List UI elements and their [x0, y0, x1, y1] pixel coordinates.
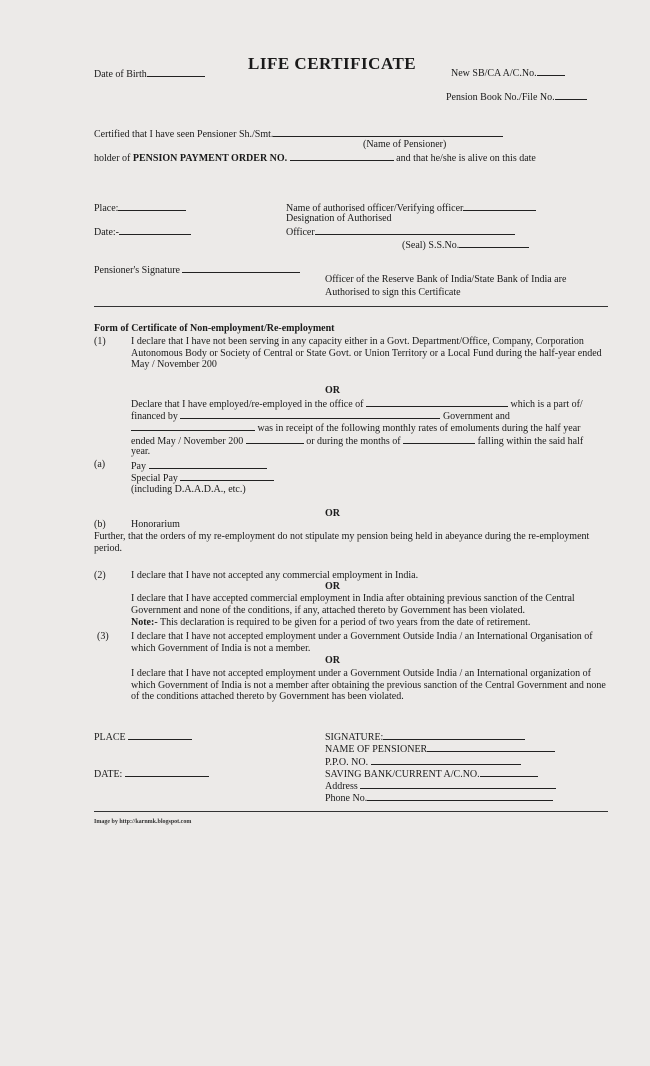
footer-address-blank[interactable]	[360, 779, 556, 789]
footer-signature-label: SIGNATURE:	[325, 732, 384, 743]
form-heading: Form of Certificate of Non-employment/Re-employment	[94, 323, 335, 334]
office-blank[interactable]	[366, 397, 508, 407]
pensioner-name-blank[interactable]	[273, 127, 503, 137]
special-pay-field	[131, 471, 274, 485]
officer-field	[286, 225, 515, 239]
seal-field	[402, 238, 529, 252]
document-title: LIFE CERTIFICATE	[248, 54, 417, 73]
or-separator: OR	[325, 581, 340, 592]
name-caption: (Name of Pensioner)	[363, 139, 447, 150]
place-field	[94, 201, 186, 215]
account-field	[451, 66, 565, 80]
receipt-line	[131, 421, 580, 435]
ended-line	[131, 434, 583, 448]
item3-alt-text: I declare that I have not accepted employment under a Government Outside India / an International organization of which Government of India is not a member after obtaining the previous sanction of the Central Government and none of the conditions attached thereto by Government has been violated.	[131, 668, 606, 702]
divider	[94, 306, 608, 307]
footer-name-field	[325, 742, 555, 756]
holder-prefix: holder of	[94, 153, 133, 164]
or-separator: OR	[325, 508, 340, 519]
including-text: (including D.A.A.D.A., etc.)	[131, 484, 246, 495]
government-and-text: Government and	[442, 411, 510, 422]
footer-date-field	[94, 767, 209, 781]
note-text: This declaration is required to be given for a period of two years from the date of retirement.	[157, 617, 531, 628]
pension-book-blank[interactable]	[555, 90, 587, 100]
footer-name-label: NAME OF PENSIONER	[325, 744, 428, 755]
footer-address-label: Address	[325, 781, 358, 792]
officer-blank[interactable]	[315, 225, 515, 235]
item1-text: I declare that I have not been serving in any capacity either in a Govt. Department/Office, Company, Corporation Autonomous Body or Society of Central or State Govt. or Union Territory or a Local Fund during the half-year ended May / November 200	[131, 336, 602, 370]
footer-place-blank[interactable]	[128, 730, 192, 740]
item3-text: I declare that I have not accepted employment under a Government Outside India / an International Organisation of which Government of India is not a member.	[131, 631, 593, 654]
place-label: Place:	[94, 203, 119, 214]
rbi-line-1: Officer of the Reserve Bank of India/State Bank of India are	[325, 274, 567, 285]
pension-book-field	[446, 90, 587, 104]
ended-text: ended May / November 200	[131, 436, 244, 447]
footer-ppo-label: P.P.O. NO.	[325, 757, 369, 768]
dob-blank[interactable]	[147, 67, 205, 77]
image-credit: Image by http://karnmk.blogspot.com	[94, 819, 192, 825]
or-separator: OR	[325, 385, 340, 396]
item1-number: (1)	[94, 336, 106, 347]
further-text: Further, that the orders of my re-employment do not stipulate my pension being held in abeyance during the re-employment period.	[94, 531, 590, 554]
year-text: year.	[131, 446, 151, 457]
officer-label: Officer	[286, 227, 315, 238]
declare-end-text: which is a part of/	[510, 399, 583, 410]
dob-label: Date of Birth	[94, 69, 147, 80]
pay-label: Pay	[131, 461, 146, 472]
footer-divider	[94, 811, 608, 812]
months-text: or during the months of	[306, 436, 401, 447]
honorarium-label: Honorarium	[131, 519, 180, 530]
note-label: Note:-	[131, 617, 158, 628]
footer-ppo-blank[interactable]	[371, 755, 521, 765]
receipt-text: was in receipt of the following monthly rates of emoluments during the half year	[257, 423, 581, 434]
signature-label: Pensioner's Signature	[94, 265, 180, 276]
footer-phone-field	[325, 791, 553, 805]
financed-blank[interactable]	[180, 409, 440, 419]
footer-account-label: SAVING BANK/CURRENT A/C.NO.	[325, 769, 480, 780]
footer-signature-blank[interactable]	[383, 730, 525, 740]
footer-date-label: DATE:	[94, 769, 123, 780]
footer-phone-blank[interactable]	[367, 791, 553, 801]
or-separator: OR	[325, 655, 340, 666]
dob-field	[94, 67, 205, 81]
a-label: (a)	[94, 459, 106, 470]
alive-text: and that he/she is alive on this date	[396, 153, 536, 164]
footer-place-field	[94, 730, 192, 744]
date-blank[interactable]	[119, 225, 191, 235]
special-pay-blank[interactable]	[180, 471, 274, 481]
pay-blank[interactable]	[149, 459, 267, 469]
seal-blank[interactable]	[459, 238, 529, 248]
months-blank[interactable]	[403, 434, 475, 444]
footer-name-blank[interactable]	[427, 742, 555, 752]
receipt-blank[interactable]	[131, 421, 255, 431]
special-pay-label: Special Pay	[131, 473, 178, 484]
pension-book-label: Pension Book No./File No.	[446, 92, 555, 103]
falling-text: falling within the said half	[477, 436, 584, 447]
financed-text: financed by	[131, 411, 178, 422]
year-blank[interactable]	[246, 434, 304, 444]
account-label: New SB/CA A/C.No.	[451, 68, 537, 79]
officer-name-blank[interactable]	[463, 201, 536, 211]
date-label: Date:-	[94, 227, 119, 238]
footer-account-blank[interactable]	[480, 767, 538, 777]
declare-text: Declare that I have employed/re-employed in the office of	[131, 399, 364, 410]
b-label: (b)	[94, 519, 106, 530]
ppo-line	[94, 151, 536, 165]
place-blank[interactable]	[118, 201, 186, 211]
note-line	[131, 617, 530, 629]
item3-number: (3)	[97, 631, 109, 642]
date-field	[94, 225, 191, 239]
seal-label: (Seal) S.S.No.	[402, 240, 460, 251]
account-blank[interactable]	[537, 66, 565, 76]
pensioner-signature-field	[94, 263, 300, 277]
footer-date-blank[interactable]	[125, 767, 209, 777]
rbi-line-2: Authorised to sign this Certificate	[325, 287, 461, 298]
certify-text: Certified that I have seen Pensioner Sh./Smt.	[94, 129, 274, 140]
item2-number: (2)	[94, 570, 106, 581]
footer-phone-label: Phone No.	[325, 793, 368, 804]
ppo-blank[interactable]	[290, 151, 394, 161]
item2-alt-text: I declare that I have accepted commercial employment in India after obtaining previous sanction of the Central Government and none of the conditions, if any, attached thereto by Government has been violated.	[131, 593, 575, 616]
item2-text: I declare that I have not accepted any commercial employment in India.	[131, 570, 419, 581]
designation-label: Designation of Authorised	[286, 213, 392, 224]
signature-blank[interactable]	[182, 263, 300, 273]
footer-place-label: PLACE	[94, 732, 126, 743]
ppo-label: PENSION PAYMENT ORDER NO.	[132, 153, 288, 164]
officer-name-label: Name of authorised officer/Verifying officer	[286, 203, 464, 214]
